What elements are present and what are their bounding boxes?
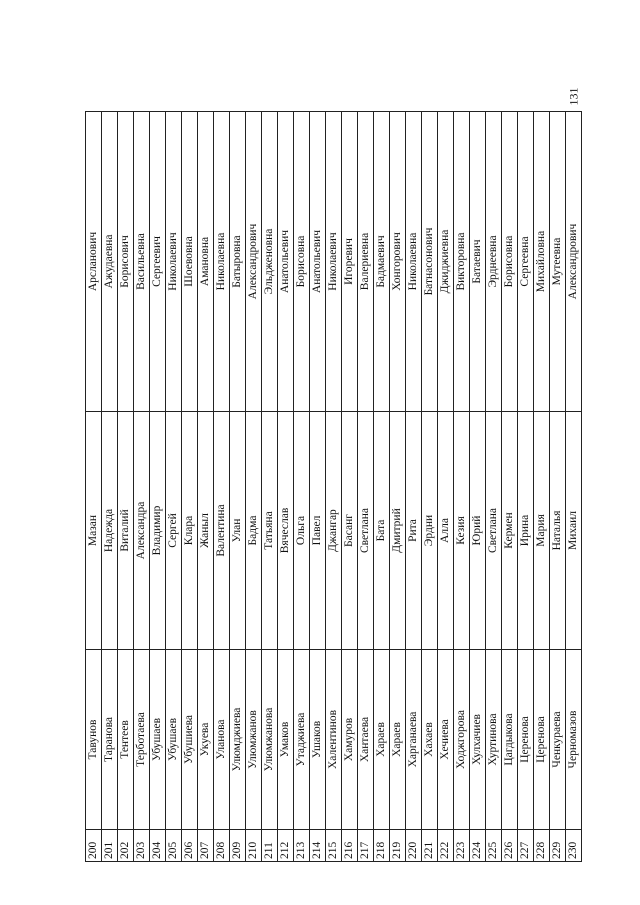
table-row [86, 112, 102, 862]
table-row [390, 112, 406, 862]
table-row [454, 112, 470, 862]
table-row [470, 112, 486, 862]
patronymic-cell: Валериевна [358, 112, 374, 412]
patronymic-cell: Анатольевич [278, 112, 294, 412]
last-name-cell: Убушаев [166, 650, 182, 830]
row-number-cell: 227 [518, 830, 534, 862]
patronymic-cell: Батнасонович [422, 112, 438, 412]
last-name-cell: Церенова [518, 650, 534, 830]
patronymic-cell: Михайловна [534, 112, 550, 412]
patronymic-cell: Шоевовна [182, 112, 198, 412]
last-name-cell: Тавунов [86, 650, 102, 830]
row-number-cell: 214 [310, 830, 326, 862]
last-name-cell: Ченкураева [550, 650, 566, 830]
row-number-cell: 205 [166, 830, 182, 862]
last-name-cell: Убушиева [182, 650, 198, 830]
last-name-cell: Черномазов [566, 650, 582, 830]
patronymic-cell: Эрднеевна [486, 112, 502, 412]
row-number-cell: 218 [374, 830, 390, 862]
names-table [85, 111, 582, 862]
table-row [358, 112, 374, 862]
last-name-cell: Умаков [278, 650, 294, 830]
patronymic-cell: Мутеевна [550, 112, 566, 412]
table-row [534, 112, 550, 862]
first-name-cell: Кермен [502, 412, 518, 650]
first-name-cell: Рита [406, 412, 422, 650]
table-row [406, 112, 422, 862]
table-row [230, 112, 246, 862]
table-row [342, 112, 358, 862]
patronymic-cell: Игоревич [342, 112, 358, 412]
first-name-cell: Клара [182, 412, 198, 650]
row-number-cell: 228 [534, 830, 550, 862]
patronymic-cell: Арсланович [86, 112, 102, 412]
first-name-cell: Юрий [470, 412, 486, 650]
first-name-cell: Михаил [566, 412, 582, 650]
row-number-cell: 223 [454, 830, 470, 862]
patronymic-cell: Александрович [566, 112, 582, 412]
row-number-cell: 209 [230, 830, 246, 862]
row-number-cell: 203 [134, 830, 150, 862]
table-row [214, 112, 230, 862]
last-name-cell: Укуева [198, 650, 214, 830]
last-name-cell: Ушаков [310, 650, 326, 830]
first-name-cell: Кезия [454, 412, 470, 650]
last-name-cell: Уланова [214, 650, 230, 830]
last-name-cell: Ходжгорова [454, 650, 470, 830]
patronymic-cell: Николаевич [326, 112, 342, 412]
patronymic-cell: Викторовна [454, 112, 470, 412]
table-row [486, 112, 502, 862]
row-number-cell: 229 [550, 830, 566, 862]
table-container [85, 112, 579, 862]
first-name-cell: Эрдни [422, 412, 438, 650]
patronymic-cell: Бадмаевич [374, 112, 390, 412]
row-number-cell: 207 [198, 830, 214, 862]
row-number-cell: 220 [406, 830, 422, 862]
patronymic-cell: Амановна [198, 112, 214, 412]
row-number-cell: 230 [566, 830, 582, 862]
row-number-cell: 210 [246, 830, 262, 862]
row-number-cell: 201 [102, 830, 118, 862]
first-name-cell: Мария [534, 412, 550, 650]
last-name-cell: Хечиева [438, 650, 454, 830]
first-name-cell: Ирина [518, 412, 534, 650]
table-row [502, 112, 518, 862]
first-name-cell: Наталья [550, 412, 566, 650]
patronymic-cell: Николаевич [166, 112, 182, 412]
patronymic-cell: Анатольевич [310, 112, 326, 412]
first-name-cell: Надежда [102, 412, 118, 650]
row-number-cell: 216 [342, 830, 358, 862]
rotated-table-frame [85, 112, 579, 862]
first-name-cell: Басанг [342, 412, 358, 650]
last-name-cell: Хантаева [358, 650, 374, 830]
table-row [438, 112, 454, 862]
first-name-cell: Светлана [358, 412, 374, 650]
row-number-cell: 204 [150, 830, 166, 862]
table-row [246, 112, 262, 862]
first-name-cell: Ольга [294, 412, 310, 650]
last-name-cell: Утаджиева [294, 650, 310, 830]
first-name-cell: Джангар [326, 412, 342, 650]
first-name-cell: Сергей [166, 412, 182, 650]
first-name-cell: Светлана [486, 412, 502, 650]
row-number-cell: 224 [470, 830, 486, 862]
table-row [166, 112, 182, 862]
last-name-cell: Халентинов [326, 650, 342, 830]
row-number-cell: 225 [486, 830, 502, 862]
first-name-cell: Бата [374, 412, 390, 650]
last-name-cell: Харганаева [406, 650, 422, 830]
last-name-cell: Убушаев [150, 650, 166, 830]
patronymic-cell: Батыровна [230, 112, 246, 412]
patronymic-cell: Сергеевич [150, 112, 166, 412]
first-name-cell: Улан [230, 412, 246, 650]
patronymic-cell: Николаевна [406, 112, 422, 412]
first-name-cell: Павел [310, 412, 326, 650]
table-row [118, 112, 134, 862]
patronymic-cell: Борисович [118, 112, 134, 412]
first-name-cell: Александра [134, 412, 150, 650]
table-row [182, 112, 198, 862]
first-name-cell: Мазан [86, 412, 102, 650]
page-number [560, 76, 588, 116]
table-row [310, 112, 326, 862]
last-name-cell: Церенова [534, 650, 550, 830]
table-row [422, 112, 438, 862]
last-name-cell: Хулхачиев [470, 650, 486, 830]
patronymic-cell: Хонгорович [390, 112, 406, 412]
table-row [566, 112, 582, 862]
first-name-cell: Татьяна [262, 412, 278, 650]
last-name-cell: Цагдыкова [502, 650, 518, 830]
patronymic-cell: Сергеевна [518, 112, 534, 412]
table-row [550, 112, 566, 862]
last-name-cell: Таранова [102, 650, 118, 830]
table-row [102, 112, 118, 862]
patronymic-cell: Борисовна [502, 112, 518, 412]
last-name-cell: Улюмжанова [262, 650, 278, 830]
last-name-cell: Хуртинова [486, 650, 502, 830]
table-row [326, 112, 342, 862]
last-name-cell: Хамуров [342, 650, 358, 830]
first-name-cell: Валентина [214, 412, 230, 650]
table-row [518, 112, 534, 862]
row-number-cell: 219 [390, 830, 406, 862]
first-name-cell: Дмитрий [390, 412, 406, 650]
row-number-cell: 200 [86, 830, 102, 862]
last-name-cell: Тентеев [118, 650, 134, 830]
table-row [198, 112, 214, 862]
last-name-cell: Хараев [390, 650, 406, 830]
table-row [134, 112, 150, 862]
last-name-cell: Хахаев [422, 650, 438, 830]
patronymic-cell: Борисовна [294, 112, 310, 412]
row-number-cell: 213 [294, 830, 310, 862]
row-number-cell: 226 [502, 830, 518, 862]
first-name-cell: Вячеслав [278, 412, 294, 650]
first-name-cell: Владимир [150, 412, 166, 650]
patronymic-cell: Васильевна [134, 112, 150, 412]
last-name-cell: Хараев [374, 650, 390, 830]
row-number-cell: 217 [358, 830, 374, 862]
row-number-cell: 208 [214, 830, 230, 862]
table-row [150, 112, 166, 862]
first-name-cell: Жаныл [198, 412, 214, 650]
first-name-cell: Бадма [246, 412, 262, 650]
patronymic-cell: Николаевна [214, 112, 230, 412]
table-row [374, 112, 390, 862]
patronymic-cell: Джиджиевна [438, 112, 454, 412]
table-row [262, 112, 278, 862]
first-name-cell: Виталий [118, 412, 134, 650]
row-number-cell: 211 [262, 830, 278, 862]
first-name-cell: Алла [438, 412, 454, 650]
patronymic-cell: Александрович [246, 112, 262, 412]
patronymic-cell: Батаевич [470, 112, 486, 412]
table-row [278, 112, 294, 862]
table-row [294, 112, 310, 862]
row-number-cell: 221 [422, 830, 438, 862]
row-number-cell: 212 [278, 830, 294, 862]
last-name-cell: Улюмжанов [246, 650, 262, 830]
row-number-cell: 202 [118, 830, 134, 862]
names-table-body [86, 112, 582, 862]
last-name-cell: Улюмджиева [230, 650, 246, 830]
patronymic-cell: Эльдженовна [262, 112, 278, 412]
row-number-cell: 206 [182, 830, 198, 862]
last-name-cell: Терботаева [134, 650, 150, 830]
row-number-cell: 222 [438, 830, 454, 862]
patronymic-cell: Ажудаевна [102, 112, 118, 412]
row-number-cell: 215 [326, 830, 342, 862]
page-number-text: 131 [566, 87, 581, 105]
